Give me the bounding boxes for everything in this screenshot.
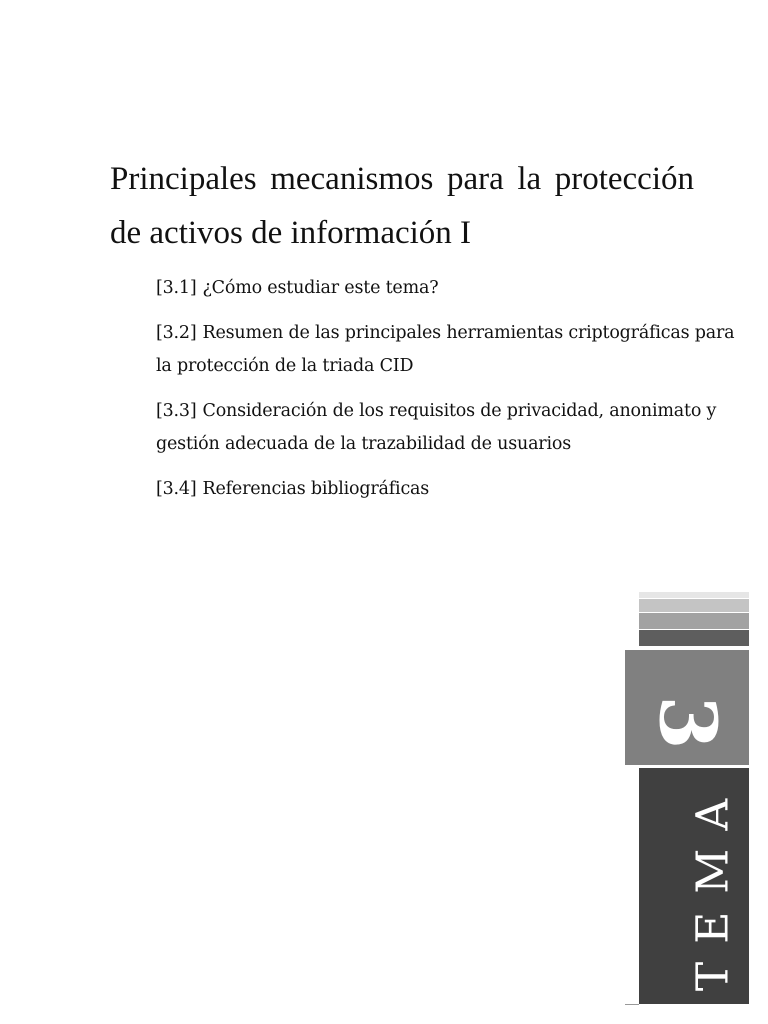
table-of-contents bbox=[156, 272, 746, 518]
toc-item-number: [3.2] bbox=[156, 323, 197, 343]
toc-item-number: [3.4] bbox=[156, 479, 197, 499]
toc-item-text: Consideración de los requisitos de privacidad, anonimato y gestión adecuada de la trazabilidad de usuarios bbox=[156, 401, 717, 454]
toc-item-text: Resumen de las principales herramientas criptográficas para la protección de la triada CID bbox=[156, 323, 735, 376]
toc-item bbox=[156, 473, 746, 506]
toc-item bbox=[156, 395, 746, 461]
toc-item-number: [3.1] bbox=[156, 278, 197, 298]
divider bbox=[625, 1004, 639, 1005]
chapter-label: TEMA bbox=[687, 780, 739, 992]
chapter-number: 3 bbox=[641, 695, 733, 750]
toc-item bbox=[156, 272, 746, 305]
toc-item bbox=[156, 317, 746, 383]
toc-item-text: Referencias bibliográficas bbox=[202, 479, 430, 499]
tab-stripe-lightest bbox=[639, 592, 749, 598]
toc-item-number: [3.3] bbox=[156, 401, 197, 421]
chapter-label-box bbox=[639, 768, 749, 1004]
page-title: Principales mecanismos para la protección de activos de información I bbox=[110, 161, 694, 251]
tab-stripe-light bbox=[639, 599, 749, 612]
tab-stripe-dark bbox=[639, 630, 749, 646]
tab-stripe-medium bbox=[639, 613, 749, 629]
toc-item-text: ¿Cómo estudiar este tema? bbox=[202, 278, 439, 298]
chapter-number-box bbox=[625, 650, 749, 765]
